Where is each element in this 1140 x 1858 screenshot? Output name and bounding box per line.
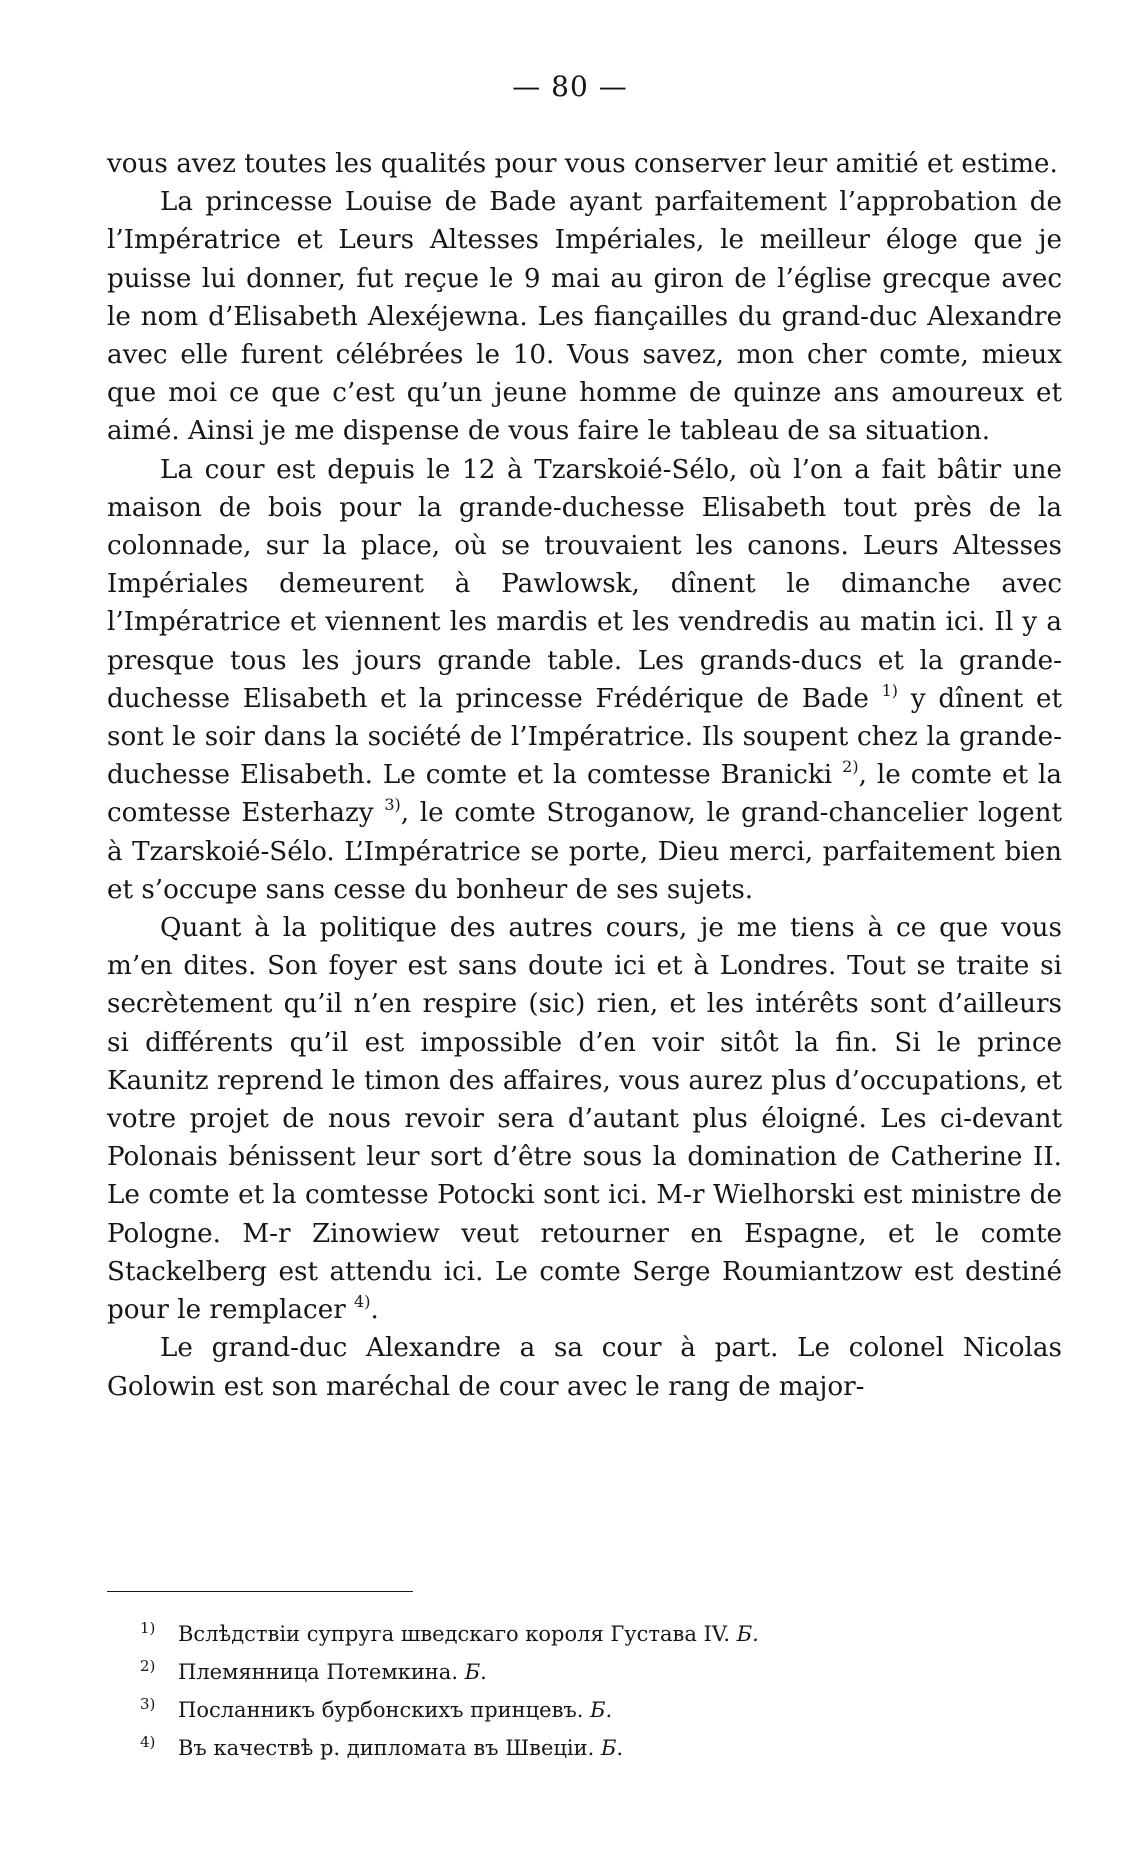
page-number: — 80 — (512, 70, 628, 103)
text-segment: , le comte Stroganow, le grand-chancelier logent à Tzarskoié-Sélo. L’Impératrice se porte, Dieu merci, parfaitement bien et s’occupe sans cesse du bonheur de ses sujets. (107, 798, 1063, 905)
footnote-text: Въ качествѣ р. дипломата въ Швеціи. (178, 1736, 601, 1760)
footnote-reference: 4) (354, 1292, 371, 1312)
text-segment: y dînent et sont le soir dans la société de l’Impératrice. Ils soupent chez la grande-duchesse Elisabeth. Le comte et la comtesse Branicki (107, 683, 1062, 791)
text-segment: Quant à la politique des autres cours, je me tiens à ce que vous m’en dites. Son foyer est sans doute ici et à Londres. Tout se traite si secrètement qu’il n’en respire (sic) rien, et les intérêts sont d’ailleurs si différents qu’il est impossible d’en voir sitôt la fin. Si le prince Kaunitz reprend le timon des affaires, vous aurez plus d’occupations, et votre projet de nous revoir sera d’autant plus éloigné. Les ci-devant Polonais bénissent leur sort d’être sous la domination de Catherine II. Le comte et la comtesse Potocki sont ici. M-r Wielhorski est ministre de Pologne. M-r Zinowiew veut retourner en Espagne, et le comte Stackelberg est attendu ici. Le comte Serge Roumiantzow est destiné pour le remplacer (107, 913, 1062, 1326)
footnote-reference: 2) (842, 757, 859, 777)
paragraph (107, 183, 1062, 450)
footnote-signature: Б. (600, 1736, 624, 1760)
paragraph (107, 909, 1062, 1329)
text-segment: . (370, 1295, 379, 1326)
footnote-reference: 3) (384, 795, 401, 815)
footnote: 1) Вслѣдствіи супруга шведскаго короля Густава IV. Б. (140, 1619, 759, 1646)
footnote: 4) Въ качествѣ р. дипломата въ Швеціи. Б. (140, 1733, 624, 1760)
footnote-reference: 1) (881, 680, 899, 700)
text-segment: Le grand-duc Alexandre a sa cour à part. Le colonel Nicolas Golowin est son maréchal de cour avec le rang de major- (107, 1333, 1062, 1402)
footnote-signature: Б. (736, 1622, 759, 1646)
text-segment: , le comte et la comtesse Esterhazy (107, 760, 1062, 829)
footnote-text: Посланникъ бурбонскихъ принцевъ. (178, 1698, 591, 1722)
paragraph (107, 451, 1062, 909)
footnote: 2) Племянница Потемкина. Б. (140, 1657, 487, 1684)
paragraph (107, 145, 1062, 183)
footnote-signature: Б. (464, 1660, 487, 1684)
footnote-text: Вслѣдствіи супруга шведскаго короля Густава IV. (178, 1622, 737, 1646)
footnotes (140, 1615, 1020, 1767)
main-text (107, 145, 1062, 1406)
text-segment: vous avez toutes les qualités pour vous conserver leur amitié et estime. (107, 149, 1058, 179)
footnote-text: Племянница Потемкина. (178, 1660, 465, 1684)
footnote: 3) Посланникъ бурбонскихъ принцевъ. Б. (140, 1695, 613, 1722)
footnote-signature: Б. (590, 1698, 613, 1722)
text-segment: La princesse Louise de Bade ayant parfaitement l’approbation de l’Impératrice et Leurs Altesses Impériales, le meilleur éloge que je puisse lui donner, fut reçue le 9 mai au giron de l’église grecque avec le nom d’Elisabeth Alexéjewna. Les fiançailles du grand-duc Alexandre avec elle furent célébrées le 10. Vous savez, mon cher comte, mieux que moi ce que c’est qu’un jeune homme de quinze ans amoureux et aimé. Ainsi je me dispense de vous faire le tableau de sa situation. (107, 187, 1062, 447)
text-segment: La cour est depuis le 12 à Tzarskoié-Sélo, où l’on a fait bâtir une maison de bois pour la grande-duchesse Elisabeth tout près de la colonnade, sur la place, où se trouvaient les canons. Leurs Altesses Impériales demeurent à Pawlowsk, dînent le dimanche avec l’Impératrice et viennent les mardis et les vendredis au matin ici. Il y a presque tous les jours grande table. Les grands-ducs et la grande-duchesse Elisabeth et la princesse Frédérique de Bade (107, 454, 1062, 714)
footnote-divider (107, 1591, 413, 1592)
paragraph (107, 1329, 1062, 1405)
